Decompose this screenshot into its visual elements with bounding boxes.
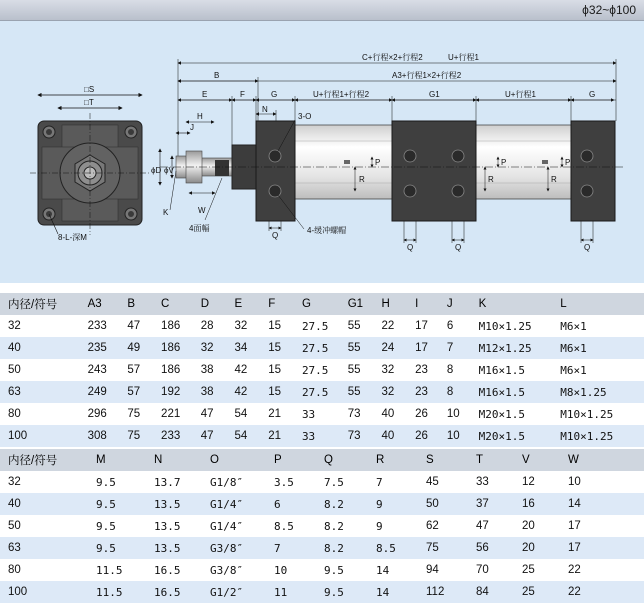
table1-row-cell: 55	[348, 381, 382, 403]
table1-row-cell: 32	[235, 315, 269, 337]
table2-row-cell: 80	[0, 559, 96, 581]
dimension-table-2	[0, 449, 644, 603]
table1-header-cell: G	[302, 293, 348, 315]
table2-row-cell: 12	[522, 471, 568, 493]
dim-label-u-stroke1: U+行程1	[505, 90, 536, 99]
table1-row-cell: 32	[381, 381, 415, 403]
table1-row-cell: 27.5	[302, 315, 348, 337]
table2-row-cell: 9.5	[96, 493, 154, 515]
table2-row-cell: 50	[426, 493, 476, 515]
table2-row-cell: 8.5	[274, 515, 324, 537]
table1-row-cell: 296	[88, 403, 128, 425]
table1-row-cell: M6×1	[560, 359, 644, 381]
table1-row-cell: 75	[127, 403, 161, 425]
port-label: 3-O	[298, 112, 312, 121]
table2-row-cell: 9	[376, 493, 426, 515]
table1-row-cell: 33	[302, 403, 348, 425]
table1-row-cell: 50	[0, 359, 88, 381]
table1-row-cell: 27.5	[302, 359, 348, 381]
table1-row	[0, 315, 644, 337]
table1-row-cell: 38	[201, 359, 235, 381]
table2-row-cell: 9.5	[324, 581, 376, 603]
dim-label-g-right: G	[589, 90, 596, 99]
table1-row-cell: 27.5	[302, 381, 348, 403]
rod-label-w: W	[198, 206, 206, 215]
table2-row	[0, 559, 644, 581]
table2-row-cell: 16.5	[154, 581, 210, 603]
table1-row	[0, 337, 644, 359]
table2-header-cell: 内径/符号	[0, 449, 96, 471]
table2-row	[0, 493, 644, 515]
table2-row-cell: 8.2	[324, 537, 376, 559]
table1-row-cell: 42	[235, 359, 269, 381]
table1-header-cell: H	[381, 293, 415, 315]
table2-row-cell: G1/4″	[210, 493, 274, 515]
table2-row-cell: 9	[376, 515, 426, 537]
dim-label-a3-stroke: A3+行程1×2+行程2	[392, 71, 462, 80]
dim-label-b: B	[214, 71, 220, 80]
end-view-label-t: □T	[84, 98, 94, 107]
technical-drawing	[0, 21, 644, 283]
table2-row-cell: 7.5	[324, 471, 376, 493]
table2-row-cell: 62	[426, 515, 476, 537]
rod-label-h: H	[197, 112, 203, 121]
table1-row-cell: 100	[0, 425, 88, 447]
end-view-label-tap: 8-L-深M	[58, 233, 87, 242]
table1-row-cell: 24	[381, 337, 415, 359]
table2-row-cell: 7	[274, 537, 324, 559]
table1-header-cell: F	[268, 293, 302, 315]
table2-row-cell: 14	[376, 581, 426, 603]
table1-row-cell: 42	[235, 381, 269, 403]
dim-label-p2: P	[501, 158, 507, 167]
table1-row-cell: 15	[268, 359, 302, 381]
table2-row-cell: 9.5	[96, 471, 154, 493]
dim-label-g-left: G	[271, 90, 278, 99]
table1-row-cell: 40	[0, 337, 88, 359]
table1-row-cell: 249	[88, 381, 128, 403]
table2-row-cell: 8.5	[376, 537, 426, 559]
dim-label-q2: Q	[407, 243, 414, 252]
side-view	[151, 52, 624, 252]
table1-row-cell: M20×1.5	[479, 403, 561, 425]
dim-label-f: F	[240, 90, 245, 99]
dim-label-u-stroke1-top: U+行程1	[448, 53, 479, 62]
table1-row-cell: 10	[447, 403, 479, 425]
table1-header-cell: K	[479, 293, 561, 315]
table1-row-cell: 55	[348, 359, 382, 381]
table2-row-cell: 8.2	[324, 515, 376, 537]
table1-header-cell: 内径/符号	[0, 293, 88, 315]
table2-row-cell: 14	[568, 493, 644, 515]
table1-row-cell: 54	[235, 403, 269, 425]
table1-header-row	[0, 293, 644, 315]
table2-row-cell: 112	[426, 581, 476, 603]
table1-row-cell: 38	[201, 381, 235, 403]
table1-row-cell: M20×1.5	[479, 425, 561, 447]
table2-header-cell: V	[522, 449, 568, 471]
table1-row-cell: M12×1.25	[479, 337, 561, 359]
table1-row-cell: 15	[268, 381, 302, 403]
table2-row-cell: 13.7	[154, 471, 210, 493]
table2-header-cell: T	[476, 449, 522, 471]
table1-row-cell: 73	[348, 403, 382, 425]
table1-row-cell: 40	[381, 403, 415, 425]
table1-row-cell: M6×1	[560, 337, 644, 359]
table2-row-cell: 25	[522, 559, 568, 581]
table1-row-cell: M10×1.25	[479, 315, 561, 337]
table1-row-cell: 47	[201, 403, 235, 425]
table2-row-cell: 75	[426, 537, 476, 559]
table2-row-cell: 8.2	[324, 493, 376, 515]
table1-row-cell: 17	[415, 315, 447, 337]
table1-row-cell: 33	[302, 425, 348, 447]
table2-header-cell: N	[154, 449, 210, 471]
table1-row-cell: 15	[268, 315, 302, 337]
table2-row	[0, 537, 644, 559]
table2-header-cell: S	[426, 449, 476, 471]
table2-row-cell: 50	[0, 515, 96, 537]
table1-row-cell: M10×1.25	[560, 403, 644, 425]
table2-row-cell: 47	[476, 515, 522, 537]
dim-label-u-stroke12: U+行程1+行程2	[313, 90, 370, 99]
table2-row-cell: 70	[476, 559, 522, 581]
table2-row-cell: 9.5	[96, 515, 154, 537]
dim-label-r3: R	[551, 175, 557, 184]
table2-body	[0, 471, 644, 603]
table1-row-cell: 308	[88, 425, 128, 447]
table1-row-cell: 80	[0, 403, 88, 425]
table1-row-cell: 26	[415, 425, 447, 447]
dim-label-r1: R	[359, 175, 365, 184]
table1-row-cell: 233	[88, 315, 128, 337]
dim-label-q3: Q	[455, 243, 462, 252]
dim-label-n: N	[262, 105, 268, 114]
table1-row-cell: 243	[88, 359, 128, 381]
table1-row-cell: 28	[201, 315, 235, 337]
table1-header-cell: G1	[348, 293, 382, 315]
table2-row-cell: 11	[274, 581, 324, 603]
table1-row-cell: 15	[268, 337, 302, 359]
table2-row-cell: 94	[426, 559, 476, 581]
table2-row-cell: 9.5	[324, 559, 376, 581]
table1-row-cell: 57	[127, 359, 161, 381]
table2-row-cell: 16.5	[154, 559, 210, 581]
dim-label-r2: R	[488, 175, 494, 184]
table2-header-cell: O	[210, 449, 274, 471]
table1-row-cell: 235	[88, 337, 128, 359]
table2-row-cell: 10	[274, 559, 324, 581]
table2-row-cell: 20	[522, 537, 568, 559]
table1-row-cell: 47	[127, 315, 161, 337]
table2-row	[0, 471, 644, 493]
table1-row-cell: 6	[447, 315, 479, 337]
table1-body	[0, 315, 644, 447]
table1-row-cell: M8×1.25	[560, 381, 644, 403]
table1-row-cell: 10	[447, 425, 479, 447]
table2-row-cell: 10	[568, 471, 644, 493]
table1-header-cell: D	[201, 293, 235, 315]
table2-row-cell: 56	[476, 537, 522, 559]
table1-row	[0, 403, 644, 425]
table2-row-cell: 14	[376, 559, 426, 581]
drawing-svg	[0, 21, 644, 283]
table1-row-cell: 23	[415, 381, 447, 403]
table1-row-cell: 7	[447, 337, 479, 359]
table2-row-cell: 13.5	[154, 515, 210, 537]
table1-row-cell: 22	[381, 315, 415, 337]
table1-row-cell: M6×1	[560, 315, 644, 337]
table1-header-cell: J	[447, 293, 479, 315]
table2-row-cell: 22	[568, 581, 644, 603]
table1-row-cell: 186	[161, 359, 201, 381]
table2-row-cell: 84	[476, 581, 522, 603]
table1-row-cell: 57	[127, 381, 161, 403]
table2-header-cell: P	[274, 449, 324, 471]
table1-row-cell: 23	[415, 359, 447, 381]
table2-row-cell: 25	[522, 581, 568, 603]
table1-row-cell: 17	[415, 337, 447, 359]
table2-row-cell: G1/4″	[210, 515, 274, 537]
table1-row-cell: M10×1.25	[560, 425, 644, 447]
table1-header-cell: I	[415, 293, 447, 315]
rod-label-k: K	[163, 208, 169, 217]
table2-row-cell: 9.5	[96, 537, 154, 559]
table2-row-cell: G3/8″	[210, 559, 274, 581]
table2-row-cell: 37	[476, 493, 522, 515]
table1-row-cell: 63	[0, 381, 88, 403]
table2-row-cell: G1/8″	[210, 471, 274, 493]
table1-header-cell: C	[161, 293, 201, 315]
table1-row-cell: 26	[415, 403, 447, 425]
rod-label-flats: 4面幅	[189, 224, 210, 233]
dimension-table-1	[0, 293, 644, 447]
table1-row-cell: 32	[201, 337, 235, 359]
table2-header-cell: Q	[324, 449, 376, 471]
table1-header-cell: A3	[88, 293, 128, 315]
table2-row	[0, 515, 644, 537]
cushion-label: 4-缓冲螺帽	[307, 226, 347, 235]
table2-row-cell: 17	[568, 515, 644, 537]
table2-row-cell: 11.5	[96, 559, 154, 581]
table1-row-cell: 54	[235, 425, 269, 447]
table2-row	[0, 581, 644, 603]
rod-label-v: ϕV	[164, 166, 174, 175]
table2-row-cell: 16	[522, 493, 568, 515]
table2-row-cell: 40	[0, 493, 96, 515]
table1-row-cell: 221	[161, 403, 201, 425]
table2-row-cell: 13.5	[154, 493, 210, 515]
table1-header-cell: B	[127, 293, 161, 315]
table2-header-cell: W	[568, 449, 644, 471]
dim-label-q1: Q	[272, 231, 279, 240]
table2-row-cell: 7	[376, 471, 426, 493]
end-view-label-s: □S	[84, 85, 95, 94]
table1-row-cell: 34	[235, 337, 269, 359]
header-bar	[0, 0, 644, 21]
table1-row-cell: 192	[161, 381, 201, 403]
table1-row-cell: 21	[268, 425, 302, 447]
table1-row-cell: 8	[447, 359, 479, 381]
table1-header-cell: E	[235, 293, 269, 315]
bore-range-label: ϕ32~ϕ100	[582, 3, 636, 17]
table2-row-cell: 100	[0, 581, 96, 603]
rod-label-d: ϕD	[151, 166, 162, 175]
table2-header-row	[0, 449, 644, 471]
table1-row-cell: 55	[348, 315, 382, 337]
table1-row-cell: 27.5	[302, 337, 348, 359]
end-view	[30, 85, 150, 242]
table1-row-cell: M16×1.5	[479, 359, 561, 381]
table2-row-cell: G1/2″	[210, 581, 274, 603]
table2-row-cell: 22	[568, 559, 644, 581]
rod-label-j: J	[190, 123, 194, 132]
table2-header-cell: R	[376, 449, 426, 471]
table1-row	[0, 425, 644, 447]
dim-label-q4: Q	[584, 243, 591, 252]
table2-row-cell: 45	[426, 471, 476, 493]
table2-header-cell: M	[96, 449, 154, 471]
dim-label-p3: P	[565, 158, 571, 167]
table1-row-cell: 55	[348, 337, 382, 359]
table1-row-cell: 47	[201, 425, 235, 447]
table1-row-cell: 73	[348, 425, 382, 447]
dim-label-g1: G1	[429, 90, 440, 99]
table2-row-cell: 32	[0, 471, 96, 493]
table2-row-cell: 17	[568, 537, 644, 559]
table1-row	[0, 381, 644, 403]
table1-row-cell: 8	[447, 381, 479, 403]
table2-row-cell: 6	[274, 493, 324, 515]
table2-row-cell: 20	[522, 515, 568, 537]
dim-label-c-stroke: C+行程×2+行程2	[362, 53, 423, 62]
dim-label-e: E	[202, 90, 208, 99]
table1-row-cell: 186	[161, 337, 201, 359]
table1-row-cell: 32	[0, 315, 88, 337]
table1-row-cell: 49	[127, 337, 161, 359]
table1-row-cell: 186	[161, 315, 201, 337]
table1-row-cell: 32	[381, 359, 415, 381]
table1-row	[0, 359, 644, 381]
table2-row-cell: G3/8″	[210, 537, 274, 559]
table1-row-cell: 21	[268, 403, 302, 425]
table1-row-cell: 233	[161, 425, 201, 447]
table1-row-cell: 75	[127, 425, 161, 447]
dim-label-p1: P	[375, 158, 381, 167]
table2-row-cell: 11.5	[96, 581, 154, 603]
table2-row-cell: 33	[476, 471, 522, 493]
table2-row-cell: 3.5	[274, 471, 324, 493]
table1-row-cell: 40	[381, 425, 415, 447]
table2-row-cell: 63	[0, 537, 96, 559]
table1-row-cell: M16×1.5	[479, 381, 561, 403]
table1-header-cell: L	[560, 293, 644, 315]
table2-row-cell: 13.5	[154, 537, 210, 559]
